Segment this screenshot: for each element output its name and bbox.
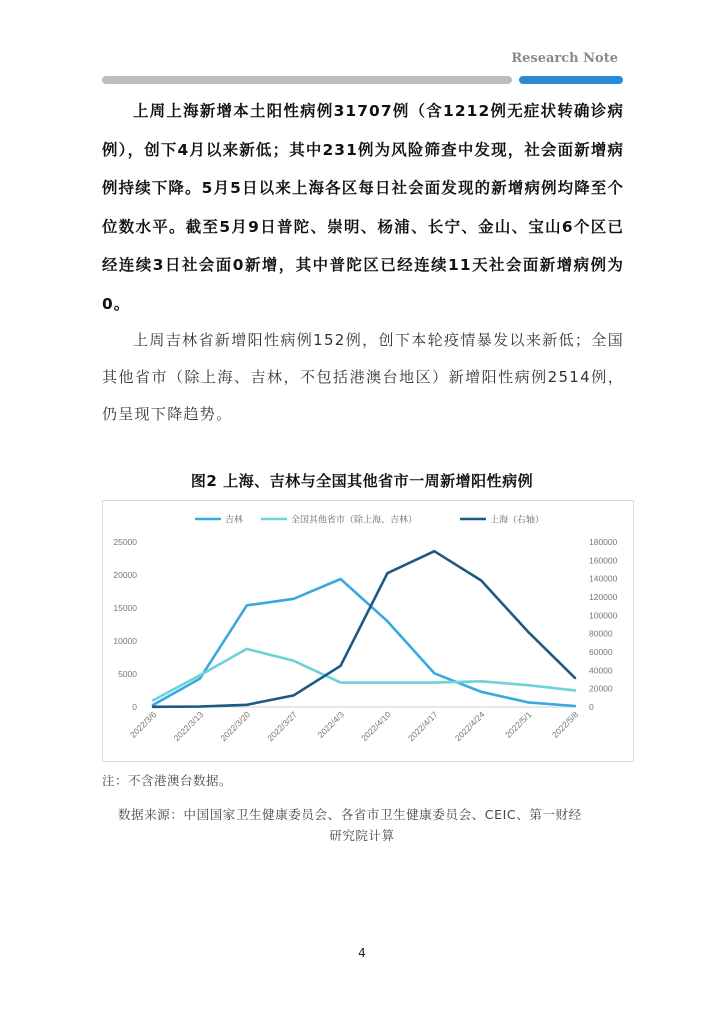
- page-number: 4: [358, 946, 366, 960]
- x-axis-tick-label: 2022/3/27: [265, 709, 300, 744]
- x-axis-tick-label: 2022/5/8: [549, 709, 581, 740]
- figure-note: 注：不含港澳台数据。: [102, 773, 233, 788]
- x-axis-tick-label: 2022/3/6: [127, 709, 159, 740]
- right-axis-tick-label: 20000: [589, 683, 613, 694]
- x-axis-tick-label: 2022/4/17: [405, 709, 440, 744]
- left-axis-tick-label: 10000: [113, 636, 137, 646]
- right-axis-tick-label: 100000: [589, 610, 618, 621]
- paragraph-jilin: 上周吉林省新增阳性病例152例，创下本轮疫情暴发以来新低；全国其他省市（除上海、吉林，不包括港澳台地区）新增阳性病例2514例，仍呈现下降趋势。: [102, 331, 624, 423]
- right-axis-tick-label: 80000: [589, 628, 613, 639]
- left-axis-tick-label: 5000: [118, 669, 137, 679]
- header-rule-blue: [519, 76, 623, 84]
- x-axis-tick-label: 2022/4/24: [452, 709, 487, 744]
- right-axis-tick-label: 60000: [589, 647, 613, 657]
- legend-label-0: 吉林: [225, 515, 244, 526]
- report-type-label: Research Note: [511, 51, 618, 66]
- right-axis-tick-label: 180000: [589, 537, 618, 547]
- left-axis-tick-label: 0: [132, 702, 137, 712]
- header-rule-gray: [102, 76, 512, 84]
- figure-title: 图2 上海、吉林与全国其他省市一周新增阳性病例: [190, 472, 534, 490]
- paragraph-shanghai: 上周上海新增本土阳性病例31707例（含1212例无症状转确诊病例），创下4月以来新低；其中231例为风险筛查中发现，社会面新增病例持续下降。5月5日以来上海各区每日社会面发现的新增病例均降至个位数水平。截至5月9日普陀、崇明、杨浦、长宁、金山、宝山6个区已经连续3日社会面0新增，其中普陀区已经连续11天社会面新增病例为0。: [102, 102, 624, 313]
- line-chart: [103, 501, 635, 763]
- right-axis-tick-label: 0: [589, 702, 594, 712]
- right-axis-tick-label: 160000: [589, 555, 618, 566]
- right-axis-tick-label: 40000: [589, 665, 613, 676]
- series-line-0: [153, 579, 575, 706]
- x-axis-tick-label: 2022/3/13: [171, 709, 206, 744]
- legend-label-1: 全国其他省市（除上海、吉林）: [291, 515, 418, 526]
- x-axis-tick-label: 2022/4/10: [359, 709, 393, 744]
- x-axis-tick-label: 2022/4/3: [315, 709, 346, 740]
- x-axis-tick-label: 2022/5/1: [503, 709, 534, 740]
- left-axis-tick-label: 15000: [113, 603, 137, 613]
- right-axis-tick-label: 140000: [589, 573, 618, 584]
- legend-label-2: 上海（右轴）: [490, 515, 545, 526]
- chart-container: [102, 500, 634, 762]
- left-axis-tick-label: 25000: [113, 537, 137, 547]
- left-axis-tick-label: 20000: [113, 570, 137, 580]
- right-axis-tick-label: 120000: [589, 592, 618, 602]
- series-line-1: [153, 649, 575, 701]
- figure-source: 数据来源：中国国家卫生健康委员会、各省市卫生健康委员会、CEIC、第一财经: [118, 807, 582, 822]
- x-axis-tick-label: 2022/3/20: [218, 709, 253, 744]
- figure-source-continued: 研究院计算: [329, 828, 395, 843]
